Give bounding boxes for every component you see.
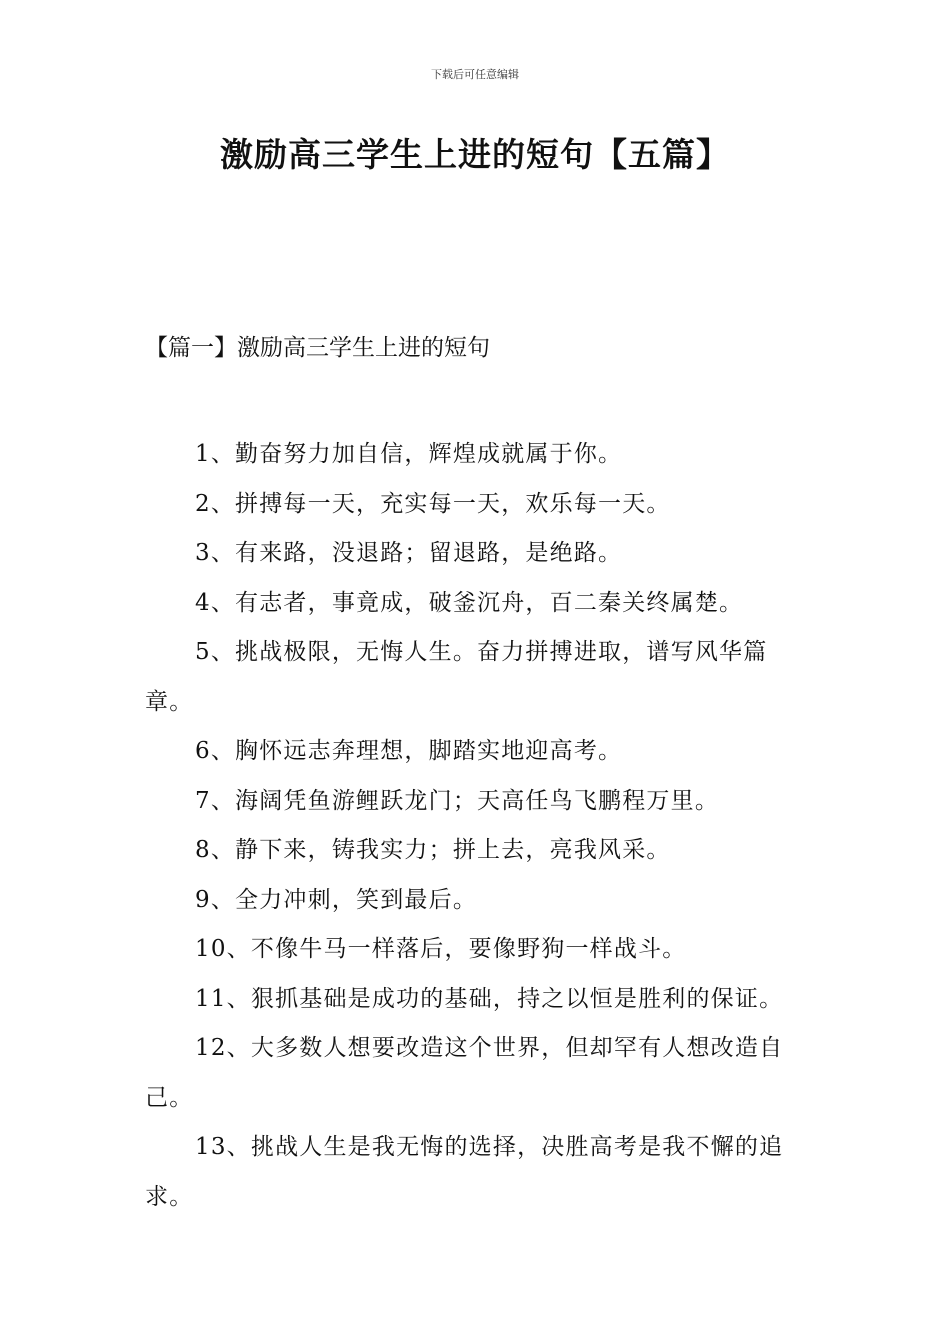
quote-list [145, 430, 810, 1222]
header-note: 下载后可任意编辑 [431, 68, 519, 81]
list-item: 11、狠抓基础是成功的基础，持之以恒是胜利的保证。 [195, 985, 784, 1012]
list-item: 13、挑战人生是我无悔的选择，决胜高考是我不懈的追求。 [145, 1134, 784, 1210]
list-item: 4、有志者，事竟成，破釜沉舟，百二秦关终属楚。 [195, 589, 744, 616]
list-item: 1、勤奋努力加自信，辉煌成就属于你。 [195, 441, 623, 467]
document-title: 激励高三学生上进的短句【五篇】 [220, 135, 730, 174]
list-item: 3、有来路，没退路；留退路，是绝路。 [195, 540, 623, 566]
list-item: 12、大多数人想要改造这个世界，但却罕有人想改造自己。 [145, 1035, 784, 1111]
list-item: 7、海阔凭鱼游鲤跃龙门；天高任鸟飞鹏程万里。 [195, 787, 720, 814]
list-item: 8、静下来，铸我实力；拼上去，亮我风采。 [195, 837, 671, 863]
list-item: 2、拼搏每一天，充实每一天，欢乐每一天。 [195, 490, 671, 517]
list-item: 9、全力冲刺，笑到最后。 [195, 886, 478, 913]
list-item: 5、挑战极限，无悔人生。奋力拼搏进取，谱写风华篇章。 [145, 639, 768, 715]
list-item: 6、胸怀远志奔理想，脚踏实地迎高考。 [195, 738, 623, 764]
section-heading: 【篇一】激励高三学生上进的短句 [145, 335, 490, 361]
list-item: 10、不像牛马一样落后，要像野狗一样战斗。 [195, 936, 687, 962]
